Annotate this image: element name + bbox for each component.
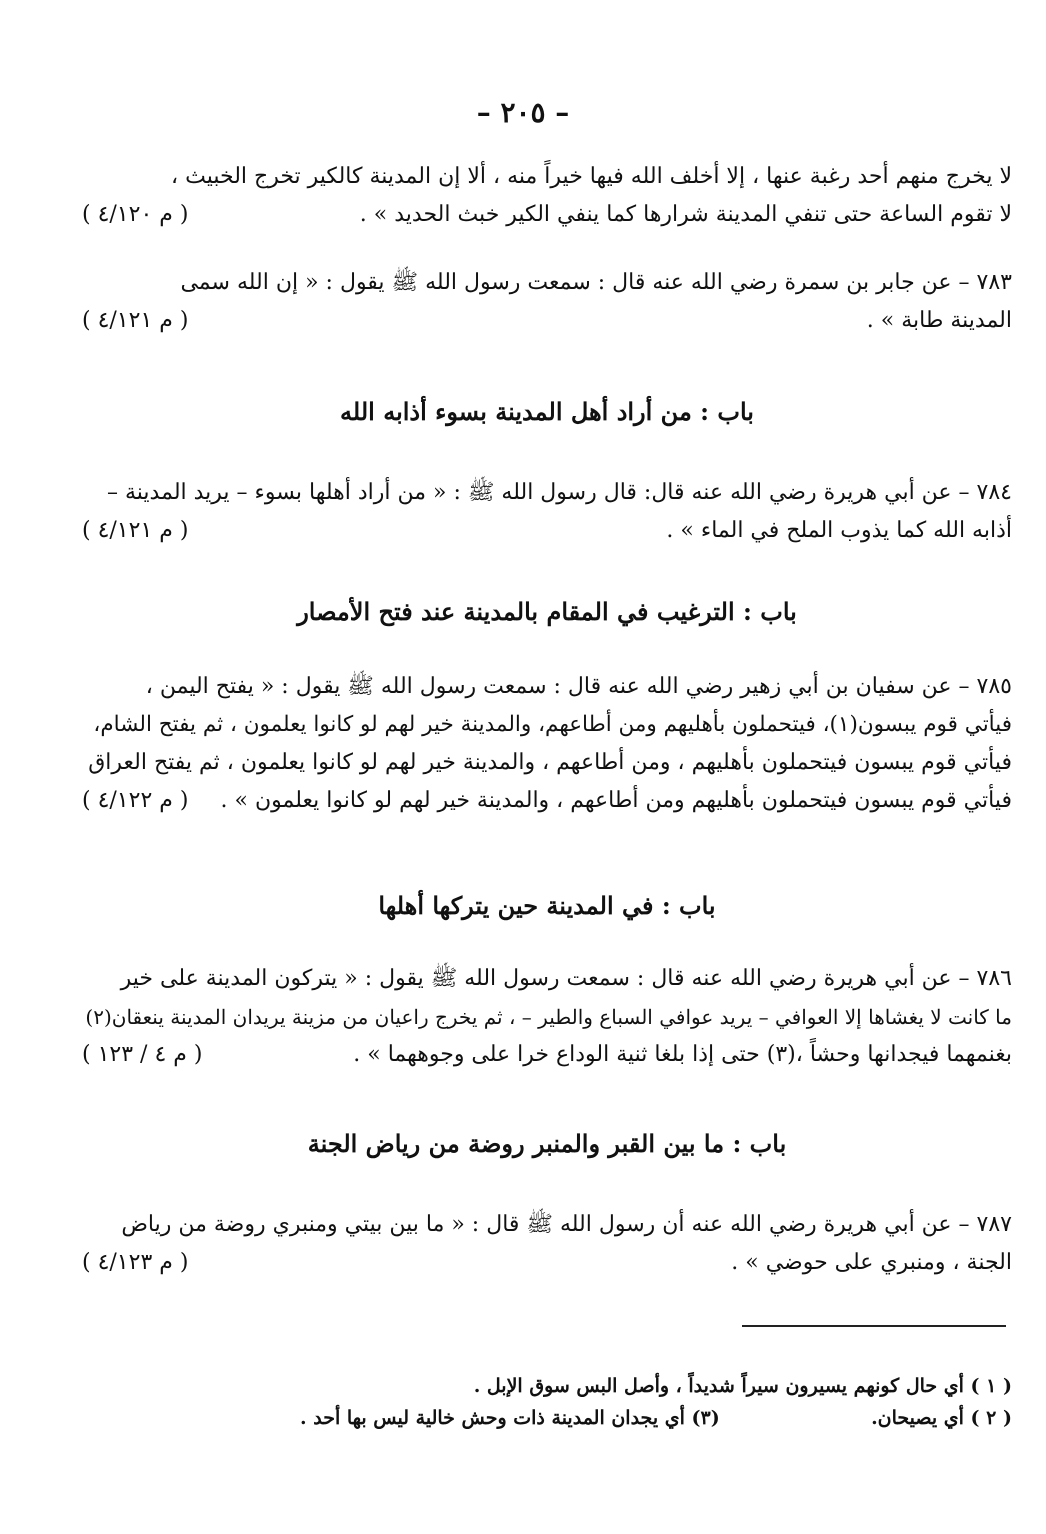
source-reference: ( م ٤/١٢٠ )	[82, 202, 189, 227]
text-line: ٧٨٥ – عن سفيان بن أبي زهير رضي الله عنه قال : سمعت رسول الله ﷺ يقول : « يفتح اليمن ،	[145, 674, 1012, 699]
source-reference: ( م ٤/١٢٣ )	[82, 1250, 189, 1275]
footnote-2: ( ٢ ) أي يصيحان.	[871, 1407, 1012, 1429]
text-line: فيأتي قوم يبسون(١)، فيتحملون بأهليهم ومن أطاعهم، والمدينة خير لهم لو كانوا يعلمون ، ثم يفتح الشام،	[93, 712, 1012, 737]
text-line: المدينة طابة » . ( م ٤/١٢١ )	[82, 302, 1012, 340]
text-line: لا يخرج منهم أحد رغبة عنها ، إلا أخلف الله فيها خيراً منه ، ألا إن المدينة كالكير تخرج الخبيث ،	[171, 164, 1012, 189]
text-line: فيأتي قوم يبسون فيتحملون بأهليهم ، ومن أطاعهم ، والمدينة خير لهم لو كانوا يعلمون ، ثم يفتح العراق	[88, 750, 1012, 775]
source-reference: ( م ٤/١٢٢ )	[82, 788, 189, 813]
hadith-785	[82, 668, 1012, 820]
source-reference: ( م ٤/١٢١ )	[82, 518, 189, 543]
text-line: ٧٨٣ – عن جابر بن سمرة رضي الله عنه قال : سمعت رسول الله ﷺ يقول : « إن الله سمى	[180, 270, 1012, 295]
intro-paragraph	[82, 158, 1012, 234]
source-reference: ( م ٤ / ١٢٣ )	[82, 1042, 203, 1067]
hadith-783	[82, 264, 1012, 340]
section-heading: باب : في المدينة حين يتركها أهلها	[378, 891, 716, 920]
page-number: – ٢٠٥ –	[476, 96, 570, 129]
footnote-divider	[742, 1325, 1006, 1327]
text-line: ٧٨٤ – عن أبي هريرة رضي الله عنه قال: قال رسول الله ﷺ : « من أراد أهلها بسوء – يريد المدينة –	[107, 480, 1012, 505]
section-heading: باب : الترغيب في المقام بالمدينة عند فتح الأمصار	[297, 597, 797, 626]
section-heading: باب : ما بين القبر والمنبر روضة من رياض الجنة	[307, 1129, 787, 1158]
text-line: لا تقوم الساعة حتى تنفي المدينة شرارها كما ينفي الكير خبث الحديد » . ( م ٤/١٢٠ )	[82, 196, 1012, 234]
footnote-2-3	[300, 1402, 1012, 1434]
hadith-786	[82, 960, 1012, 1074]
text-line: فيأتي قوم يبسون فيتحملون بأهليهم ومن أطاعهم ، والمدينة خير لهم لو كانوا يعلمون » . ( م ٤/١٢٢ )	[82, 782, 1012, 820]
text-line: أذابه الله كما يذوب الملح في الماء » . ( م ٤/١٢١ )	[82, 512, 1012, 550]
text-line: ٧٨٦ – عن أبي هريرة رضي الله عنه قال : سمعت رسول الله ﷺ يقول : « يتركون المدينة على خير	[120, 966, 1012, 991]
footnotes	[300, 1370, 1012, 1434]
hadith-784	[82, 474, 1012, 550]
hadith-787	[82, 1206, 1012, 1282]
text-line: ما كانت لا يغشاها إلا العوافي – يريد عوافي السباع والطير – ، ثم يخرج راعيان من مزينة يريدان المدينة ينعقان(٢)	[85, 1005, 1012, 1029]
source-reference: ( م ٤/١٢١ )	[82, 308, 189, 333]
footnote-1: ( ١ ) أي حال كونهم يسيرون سيراً شديداً ، وأصل البس سوق الإبل .	[473, 1375, 1012, 1397]
text-line: بغنمهما فيجدانها وحشاً ،(٣) حتى إذا بلغا ثنية الوداع خرا على وجوههما » . ( م ٤ / ١٢٣ )	[82, 1036, 1012, 1074]
footnote-3: (٣) أي يجدان المدينة ذات وحش خالية ليس بها أحد .	[300, 1407, 720, 1429]
section-heading: باب : من أراد أهل المدينة بسوء أذابه الله	[340, 397, 754, 426]
text-line: ٧٨٧ – عن أبي هريرة رضي الله عنه أن رسول الله ﷺ قال : « ما بين بيتي ومنبري روضة من رياض	[121, 1212, 1012, 1237]
text-line: الجنة ، ومنبري على حوضي » . ( م ٤/١٢٣ )	[82, 1244, 1012, 1282]
